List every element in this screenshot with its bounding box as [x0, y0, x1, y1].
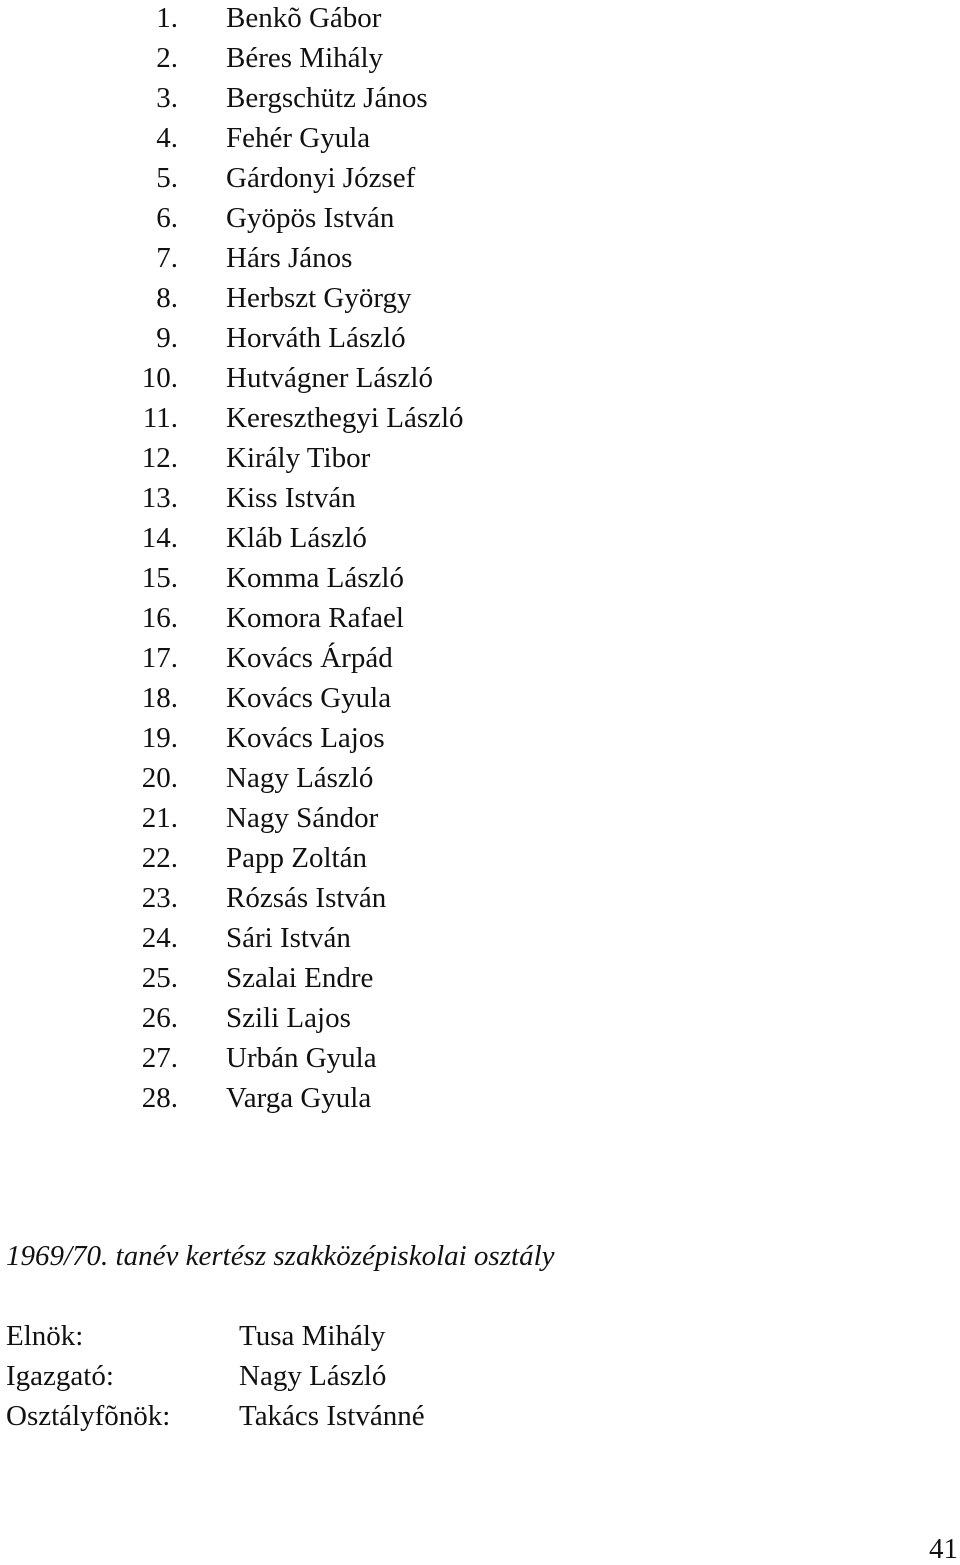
student-number: 19. [141, 722, 178, 754]
student-number: 6. [156, 202, 178, 234]
student-name: Szili Lajos [226, 1002, 351, 1034]
student-name: Kláb László [226, 522, 367, 554]
student-name: Kiss István [226, 482, 356, 514]
student-name: Gárdonyi József [226, 162, 416, 194]
student-name: Király Tibor [226, 442, 371, 474]
student-name: Hárs János [226, 242, 353, 274]
officer-name: Nagy László [239, 1360, 387, 1392]
student-name: Szalai Endre [226, 962, 374, 994]
student-name: Komma László [226, 562, 404, 594]
officer-role: Igazgató: [6, 1360, 114, 1392]
student-number: 21. [141, 802, 178, 834]
student-number: 23. [141, 882, 178, 914]
student-number: 3. [156, 82, 178, 114]
student-name: Kovács Lajos [226, 722, 385, 754]
class-heading: 1969/70. tanév kertész szakközépiskolai osztály [6, 1240, 555, 1272]
student-name: Nagy Sándor [226, 802, 379, 834]
student-name: Gyöpös István [226, 202, 395, 234]
student-number: 13. [141, 482, 178, 514]
student-name: Papp Zoltán [226, 842, 367, 874]
student-name: Rózsás István [226, 882, 387, 914]
student-number: 4. [156, 122, 178, 154]
student-number: 22. [141, 842, 178, 874]
student-number: 14. [141, 522, 178, 554]
student-name: Bergschütz János [226, 82, 428, 114]
student-number: 16. [141, 602, 178, 634]
student-name: Fehér Gyula [226, 122, 371, 154]
student-number: 5. [156, 162, 178, 194]
student-number: 10. [141, 362, 178, 394]
student-name: Béres Mihály [226, 42, 384, 74]
student-name: Hutvágner László [226, 362, 433, 394]
student-name: Herbszt György [226, 282, 412, 314]
student-number: 25. [141, 962, 178, 994]
student-number: 11. [142, 402, 178, 434]
student-number: 12. [141, 442, 178, 474]
student-number: 15. [141, 562, 178, 594]
student-number: 26. [141, 1002, 178, 1034]
student-number: 24. [141, 922, 178, 954]
student-number: 18. [141, 682, 178, 714]
student-name: Varga Gyula [226, 1082, 372, 1114]
student-name: Urbán Gyula [226, 1042, 377, 1074]
student-number: 2. [156, 42, 178, 74]
student-number: 9. [156, 322, 178, 354]
officer-name: Tusa Mihály [239, 1320, 386, 1352]
student-number: 17. [141, 642, 178, 674]
student-number: 27. [141, 1042, 178, 1074]
student-name: Nagy László [226, 762, 374, 794]
student-name: Komora Rafael [226, 602, 404, 634]
student-name: Kovács Árpád [226, 642, 393, 674]
student-name: Benkõ Gábor [226, 2, 382, 34]
student-name: Horváth László [226, 322, 406, 354]
student-number: 20. [141, 762, 178, 794]
officer-role: Elnök: [6, 1320, 84, 1352]
student-number: 1. [156, 2, 178, 34]
student-name: Sári István [226, 922, 351, 954]
student-name: Kovács Gyula [226, 682, 392, 714]
student-number: 7. [156, 242, 178, 274]
student-number: 28. [141, 1082, 178, 1114]
page-number: 41 [929, 1533, 958, 1565]
student-number: 8. [156, 282, 178, 314]
officer-name: Takács Istvánné [239, 1400, 425, 1432]
officer-role: Osztályfõnök: [6, 1400, 171, 1432]
student-name: Kereszthegyi László [226, 402, 464, 434]
